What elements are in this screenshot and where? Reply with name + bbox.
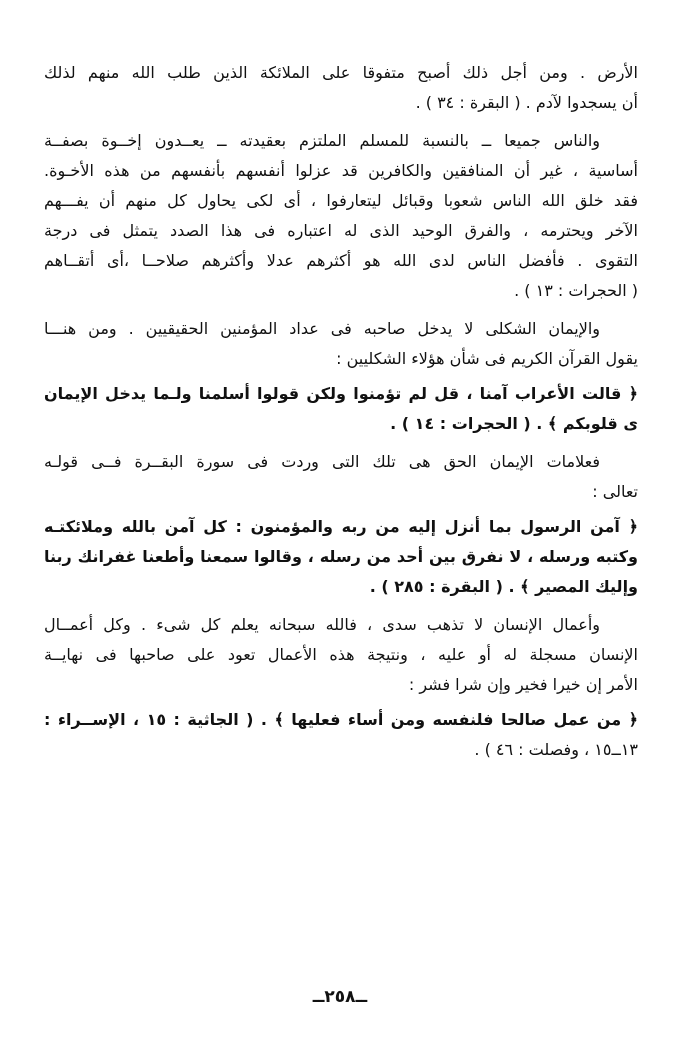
quran-verse-line: ﴿ قالت الأعراب آمنا ، قل لم تؤمنوا ولكن قولوا أسلمنا ولـما يدخل الإيمان [44, 384, 638, 403]
text-line: التقوى . فأفضل الناس لدى الله هو أكثرهم عدلا وأكثرهم صلاحــا ،أى أتقــاهم [44, 251, 638, 270]
text-line: فقد خلق الله الناس شعوبا وقبائل ليتعارفوا ، أى لكى يحاول كل منهم أن يفـــهم [44, 191, 638, 210]
text-line: ( الحجرات : ١٣ ) . [514, 281, 638, 300]
text-line: الأمر إن خيرا فخير وإن شرا فشر : [408, 675, 638, 694]
quran-verse-line: ﴿ آمن الرسول بما أنزل إليه من ربه والمؤمنون : كل آمن بالله وملائكتـه [44, 517, 638, 536]
text-line: تعالى : [592, 482, 638, 501]
text-line: الآخر ويحترمه ، والفرق الوحيد الذى له اعتباره فى هذا الصدد يتمثل فى درجة [44, 221, 638, 240]
text-line: أساسية ، غير أن المنافقين والكافرين قد عزلوا أنفسهم بأنفسهم من هذه الأخـوة. [44, 161, 638, 180]
text-line: يقول القرآن الكريم فى شأن هؤلاء الشكليين : [336, 349, 638, 368]
paragraph-start-line: فعلامات الإيمان الحق هى تلك التى وردت فى سورة البقــرة فــى قولـه [44, 452, 600, 471]
page-number: ــ٢٥٨ــ [312, 987, 368, 1007]
text-line: الإنسان مسجلة له أو عليه ، ونتيجة هذه الأعمال تعود على صاحبها فى نهايــة [44, 645, 638, 664]
text-line: ١٣ــ١٥ ، وفصلت : ٤٦ ) . [474, 740, 638, 759]
paragraph-start-line: والإيمان الشكلى لا يدخل صاحبه فى عداد المؤمنين الحقيقيين . ومن هنـــا [44, 319, 600, 338]
quran-verse-line: وإليك المصير ﴾ . ( البقرة : ٢٨٥ ) . [369, 577, 638, 596]
quran-verse-line: وكتبه ورسله ، لا نفرق بين أحد من رسله ، وقالوا سمعنا وأطعنا غفرانك ربنا [44, 547, 638, 566]
quran-verse-line: ﴿ من عمل صالحا فلنفسه ومن أساء فعليها ﴾ . ( الجاثية : ١٥ ، الإســراء : [44, 710, 638, 729]
paragraph-start-line: والناس جميعا ــ بالنسبة للمسلم الملتزم بعقيدته ــ يعــدون إخــوة بصفــة [44, 131, 600, 150]
text-line: أن يسجدوا لآدم . ( البقرة : ٣٤ ) . [415, 93, 638, 112]
text-line: الأرض . ومن أجل ذلك أصبح متفوقا على الملائكة الذين طلب الله منهم لذلك [44, 63, 638, 82]
paragraph-start-line: وأعمال الإنسان لا تذهب سدى ، فالله سبحانه يعلم كل شىء . وكل أعمــال [44, 615, 600, 634]
page-body [44, 58, 638, 765]
quran-verse-line: ى قلوبكم ﴾ . ( الحجرات : ١٤ ) . [390, 414, 638, 433]
